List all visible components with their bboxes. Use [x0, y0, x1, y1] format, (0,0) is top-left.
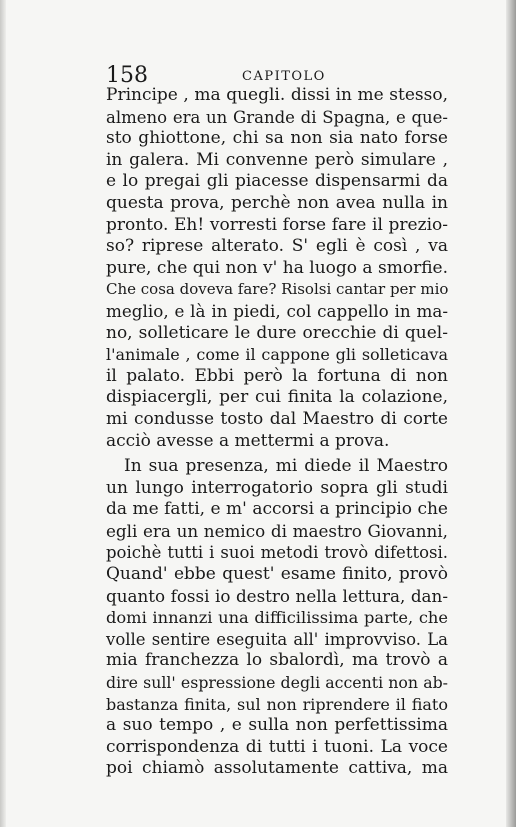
- text-line: e lo pregai gli piacesse dispensarmi da: [106, 171, 448, 192]
- text-line: quanto fossi io destro nella lettura, dan-: [106, 585, 448, 606]
- text-line: mia franchezza lo sbalordì, ma trovò a: [106, 650, 448, 671]
- text-line: sto ghiottone, chi sa non sia nato forse: [106, 128, 448, 149]
- text-line: da me fatti, e m' accorsi a principio che: [106, 499, 448, 520]
- text-line: Principe , ma quegli. dissi in me stesso,: [106, 85, 448, 105]
- text-line: egli era un nemico di maestro Giovanni,: [106, 520, 448, 541]
- text-line: domi innanzi una difficilissima parte, che: [106, 608, 448, 628]
- paragraph-1: [106, 85, 448, 452]
- text-line: acciò avesse a mettermi a prova.: [106, 430, 390, 451]
- text-line: a suo tempo , e sulla non perfettissima: [106, 715, 448, 736]
- text-line: dispiacergli, per cui finita la colazione,: [106, 387, 448, 408]
- text-line: poi chiamò assolutamente cattiva, ma: [106, 758, 448, 779]
- text-line: meglio, e là in piedi, col cappello in ma-: [106, 300, 448, 321]
- page-number: 158: [106, 63, 148, 88]
- text-line: bastanza finita, sul non riprendere il fiato: [106, 694, 448, 714]
- text-line: dire sull' espressione degli accenti non ab-: [106, 673, 448, 693]
- text-line: Quand' ebbe quest' esame finito, provò: [106, 564, 448, 585]
- text-line: il palato. Ebbi però la fortuna di non: [106, 365, 448, 386]
- text-line: so? riprese alterato. S' egli è così , va: [106, 236, 448, 257]
- text-line: Che cosa doveva fare? Risolsi cantar per mio: [106, 280, 449, 299]
- paragraph-2: [106, 456, 448, 780]
- text-line: questa prova, perchè non avea nulla in: [106, 192, 448, 213]
- body-text: [106, 85, 448, 780]
- text-line: corrispondenza di tutti i tuoni. La voce: [106, 736, 448, 757]
- page-right-edge-shadow: [506, 0, 516, 827]
- text-line: volle sentire eseguita all' improvviso. La: [106, 629, 448, 649]
- text-line: un lungo interrogatorio sopra gli studi: [106, 477, 448, 498]
- text-line: In sua presenza, mi diede il Maestro: [124, 456, 448, 477]
- page-left-edge-shadow: [0, 0, 6, 827]
- text-line: pronto. Eh! vorresti forse fare il prezio-: [106, 214, 448, 235]
- text-line: almeno era un Grande di Spagna, e que-: [106, 107, 448, 127]
- text-line: poichè tutti i suoi metodi trovò difettosi.: [106, 543, 448, 563]
- text-line: pure, che qui non v' ha luogo a smorfie.: [106, 257, 448, 278]
- text-line: in galera. Mi convenne però simulare ,: [106, 149, 448, 170]
- running-head: CAPITOLO: [242, 69, 326, 84]
- text-line: l'animale , come il cappone gli solleticava: [106, 345, 448, 365]
- text-line: mi condusse tosto dal Maestro di corte: [106, 408, 448, 429]
- text-line: no, solleticare le dure orecchie di quel-: [106, 322, 448, 343]
